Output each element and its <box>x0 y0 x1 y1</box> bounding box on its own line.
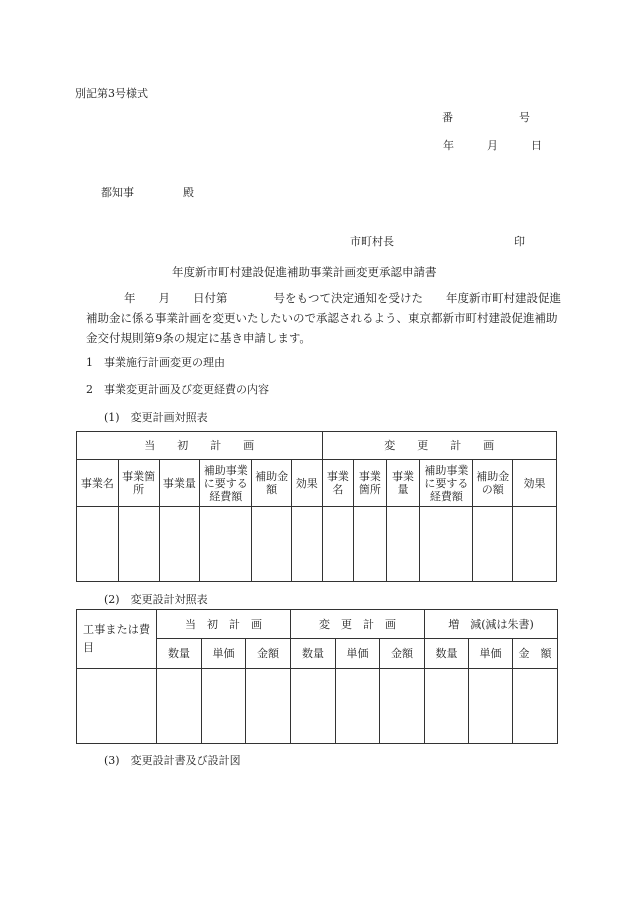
diff-quantity-header: 数量 <box>425 639 469 669</box>
document-title: 年度新市町村建設促進補助事業計画変更承認申請書 <box>172 265 437 279</box>
change-design-comparison-table <box>76 609 558 744</box>
changed-plan-group-header: 変 更 計 画 <box>322 432 556 460</box>
changed-design-group-header: 変 更 計 画 <box>291 610 425 639</box>
original-effect-header: 効果 <box>291 460 322 507</box>
original-unit-price-header: 単価 <box>202 639 246 669</box>
document-date-label: 年 月 日 <box>443 139 542 152</box>
addressee-title: 都知事 <box>101 186 134 199</box>
original-project-location-header: 事業箇所 <box>118 460 159 507</box>
original-quantity-header: 数量 <box>157 639 202 669</box>
form-number: 別記第3号様式 <box>75 87 148 100</box>
changed-project-location-header: 事業箇所 <box>354 460 387 507</box>
increase-decrease-group-header: 増 減(減は朱書) <box>425 610 558 639</box>
changed-project-volume-header: 事業量 <box>386 460 420 507</box>
original-subsidy-amount-header: 補助金額 <box>252 460 292 507</box>
changed-project-name-header: 事業名 <box>322 460 354 507</box>
original-plan-group-header: 当 初 計 画 <box>77 432 323 460</box>
changed-subsidy-amount-header: 補助金の額 <box>473 460 513 507</box>
table-row <box>77 669 558 744</box>
addressee-honorific: 殿 <box>183 186 194 199</box>
original-project-volume-header: 事業量 <box>159 460 200 507</box>
document-number-label: 番 号 <box>442 111 530 124</box>
original-project-cost-header: 補助事業に要する経費額 <box>200 460 252 507</box>
changed-unit-price-header: 単価 <box>336 639 380 669</box>
change-plan-comparison-table <box>76 431 557 582</box>
original-project-name-header: 事業名 <box>77 460 119 507</box>
changed-effect-header: 効果 <box>513 460 557 507</box>
subsection-1-heading: (1) 変更計画対照表 <box>104 411 208 424</box>
section-2-heading: 2 事業変更計画及び変更経費の内容 <box>86 383 269 396</box>
subsection-3-heading: (3) 変更設計書及び設計図 <box>104 754 241 767</box>
work-or-expense-item-header: 工事または費目 <box>77 610 157 669</box>
original-design-group-header: 当 初 計 画 <box>157 610 291 639</box>
changed-project-cost-header: 補助事業に要する経費額 <box>420 460 473 507</box>
changed-quantity-header: 数量 <box>291 639 336 669</box>
changed-amount-header: 金額 <box>380 639 425 669</box>
diff-amount-header: 金 額 <box>513 639 558 669</box>
subsection-2-heading: (2) 変更設計対照表 <box>104 593 208 606</box>
seal-mark: 印 <box>514 235 525 248</box>
diff-unit-price-header: 単価 <box>469 639 513 669</box>
sender-title: 市町村長 <box>350 235 394 248</box>
body-paragraph: 年 月 日付第 号をもつて決定通知を受けた 年度新市町村建設促進補助金に係る事業計画を変更いたしたいので承認されるよう、東京都新市町村建設促進補助金交付規則第9条の規定に基き申請します。 <box>86 291 561 345</box>
original-amount-header: 金額 <box>246 639 291 669</box>
table-row <box>77 507 557 582</box>
section-1-heading: 1 事業施行計画変更の理由 <box>86 356 225 369</box>
